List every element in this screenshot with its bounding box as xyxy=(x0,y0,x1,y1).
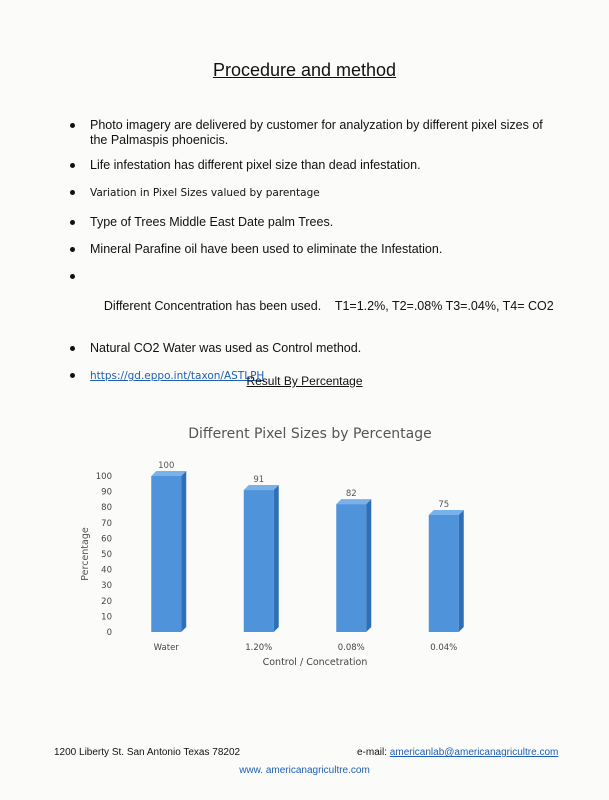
y-tick-label: 20 xyxy=(101,596,112,607)
x-tick-label: 0.08% xyxy=(337,643,365,653)
eppo-link[interactable]: https://gd.eppo.int/taxon/ASTLPH xyxy=(90,370,265,382)
bar-chart xyxy=(70,398,550,683)
bar-side xyxy=(274,485,279,632)
y-tick-label: 30 xyxy=(101,581,112,592)
y-tick-label: 50 xyxy=(101,550,112,560)
y-tick-label: 40 xyxy=(101,565,112,576)
list-item xyxy=(70,242,560,257)
bar xyxy=(151,476,181,632)
bar xyxy=(336,504,366,632)
list-item-text: Mineral Parafine oil have been used to eliminate the Infestation. xyxy=(90,242,443,256)
bar-side xyxy=(459,510,464,632)
y-tick-label: 70 xyxy=(101,518,112,529)
bar-side xyxy=(366,499,371,632)
bullet-icon xyxy=(70,190,75,195)
x-tick-label: Water xyxy=(153,643,179,653)
bar xyxy=(429,515,459,632)
list-item xyxy=(70,341,560,356)
footer-address: 1200 Liberty St. San Antonio Texas 78202 xyxy=(54,747,241,758)
email-link[interactable]: americanlab@americanagricultre.com xyxy=(389,747,559,758)
x-axis-label: Control / Concetration xyxy=(262,657,368,668)
bullet-icon xyxy=(70,163,75,168)
bullet-icon xyxy=(70,274,75,279)
data-label: 91 xyxy=(253,475,265,486)
procedure-list xyxy=(70,118,560,384)
chart-container xyxy=(70,398,550,683)
y-axis-label: Percentage xyxy=(80,527,91,581)
y-tick-label: 0 xyxy=(106,628,112,638)
list-item xyxy=(70,215,560,230)
bullet-icon xyxy=(70,220,75,225)
list-item-text: Photo imagery are delivered by customer for analyzation by different pixel sizes of the Palmaspis phoenicis. xyxy=(90,118,543,147)
list-item-text: Different Concentration has been used. T1=1.2%, T2=.08% T3=.04%, T4= CO2 xyxy=(103,299,554,313)
y-tick-label: 10 xyxy=(101,612,112,623)
list-item xyxy=(70,269,560,329)
email-label: e-mail: xyxy=(357,747,390,758)
list-item xyxy=(70,185,560,201)
x-tick-label: 1.20% xyxy=(245,643,273,653)
bullet-icon xyxy=(70,346,75,351)
data-label: 100 xyxy=(158,461,175,471)
bar-top xyxy=(336,499,371,504)
bullet-icon xyxy=(70,123,75,128)
y-tick-label: 80 xyxy=(101,503,112,514)
list-item-text: Natural CO2 Water was used as Control method. xyxy=(90,341,362,355)
result-title: Result By Percentage xyxy=(246,374,363,388)
page-title: Procedure and method xyxy=(212,60,397,80)
list-item xyxy=(70,158,560,173)
x-tick-label: 0.04% xyxy=(430,643,458,653)
list-item-text: Type of Trees Middle East Date palm Trees. xyxy=(90,215,334,229)
bar-top xyxy=(244,485,279,490)
chart-title: Different Pixel Sizes by Percentage xyxy=(188,426,432,442)
y-tick-label: 90 xyxy=(101,487,112,498)
bar xyxy=(244,490,274,632)
bar-top xyxy=(429,510,464,515)
list-item-text: Life infestation has different pixel size than dead infestation. xyxy=(90,158,421,172)
y-tick-label: 100 xyxy=(95,472,112,482)
data-label: 75 xyxy=(438,500,450,510)
footer-website[interactable]: www. americanagricultre.com xyxy=(239,765,370,776)
footer-email xyxy=(357,747,558,758)
data-label: 82 xyxy=(345,489,357,500)
list-item xyxy=(70,118,560,148)
y-tick-label: 60 xyxy=(101,534,112,545)
bar-side xyxy=(181,471,186,632)
bar-top xyxy=(151,471,186,476)
bullet-icon xyxy=(70,247,75,252)
list-item-text: Variation in Pixel Sizes valued by parentage xyxy=(90,187,320,199)
